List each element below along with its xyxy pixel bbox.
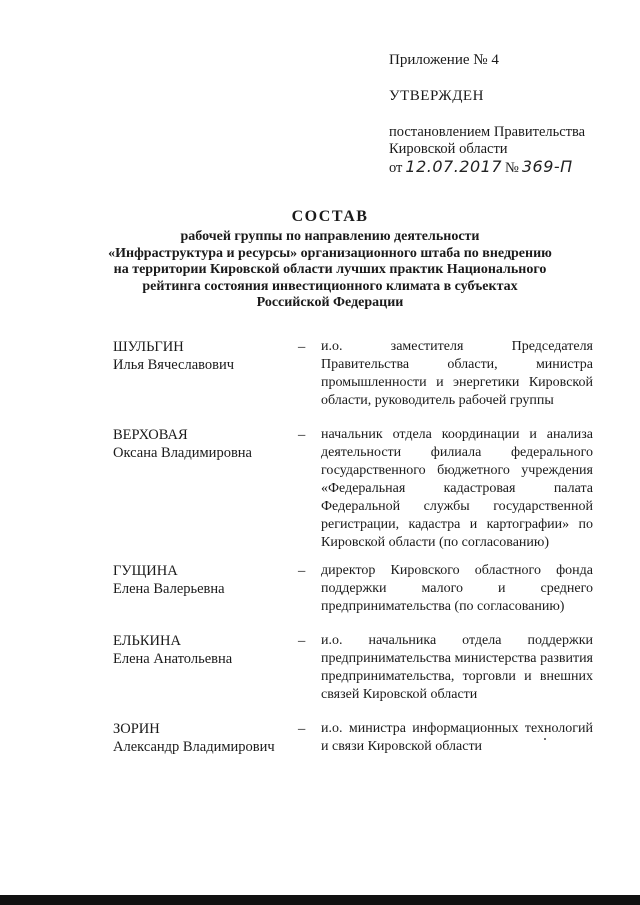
member-name [113,720,298,756]
member-name [113,632,298,668]
member-given-name: Елена Валерьевна [113,581,225,597]
member-dash: – [298,339,306,355]
member-surname: ЗОРИН [113,721,160,737]
resolution-date-line [389,158,619,177]
member-entry [113,562,593,632]
member-surname: ГУЩИНА [113,563,178,579]
scan-edge-bar [0,895,640,905]
member-surname: ЕЛЬКИНА [113,633,181,649]
title-line-4: рейтинга состояния инвестиционного климата в субъектах [142,278,518,294]
member-given-name: Елена Анатольевна [113,651,233,667]
title-line-2: «Инфраструктура и ресурсы» организационного штаба по внедрению [108,245,552,261]
title-line-1: рабочей группы по направлению деятельности [180,229,480,244]
member-role: и.о. министра информационных технологий и связи Кировской области [321,721,593,754]
member-role: директор Кировского областного фонда поддержки малого и среднего предпринимательства (по согласованию) [321,563,593,614]
number-prefix: № [505,160,519,176]
member-dash: – [298,721,306,737]
document-title [100,208,560,312]
handwritten-number: 369-П [521,157,573,176]
member-entry [113,426,593,562]
title-line-3: на территории Кировской области лучших практик Национального [113,262,547,277]
member-entry [113,338,593,426]
approval-stamp-text: УТВЕРЖДЕН [389,88,484,104]
member-dash: – [298,427,306,443]
title-main: СОСТАВ [291,208,369,225]
scan-speck [544,738,546,740]
member-role: и.о. заместителя Председателя Правительства области, министра промышленности и энергетики Кировской области, руководитель рабочей группы [321,339,593,408]
title-line-5: Российской Федерации [256,295,404,310]
resolution-line-1: постановлением Правительства [389,124,586,140]
member-name [113,426,298,462]
member-role: начальник отдела координации и анализа деятельности филиала федерального государственного бюджетного учреждения «Федеральная кадастровая палата Федеральной службы государственной регистрации, кадастра и картографии» по Кировской области (по согласованию) [321,427,593,550]
member-dash: – [298,633,306,649]
member-given-name: Оксана Владимировна [113,445,252,461]
member-dash: – [298,563,306,579]
handwritten-date: 12.07.2017 [405,157,503,176]
date-prefix: от [389,160,403,176]
member-given-name: Илья Вячеславович [113,357,235,373]
member-entry [113,720,593,756]
member-role: и.о. начальника отдела поддержки предпринимательства министерства развития предпринимательства, торговли и внешних связей Кировской области [321,633,593,702]
resolution-reference [389,124,619,177]
member-name [113,562,298,598]
annex-number: Приложение № 4 [389,52,499,68]
member-given-name: Александр Владимирович [113,739,275,755]
member-name [113,338,298,374]
member-surname: ВЕРХОВАЯ [113,427,188,443]
resolution-line-2: Кировской области [389,141,508,157]
member-entry [113,632,593,720]
member-surname: ШУЛЬГИН [113,339,184,355]
member-list [113,338,593,756]
